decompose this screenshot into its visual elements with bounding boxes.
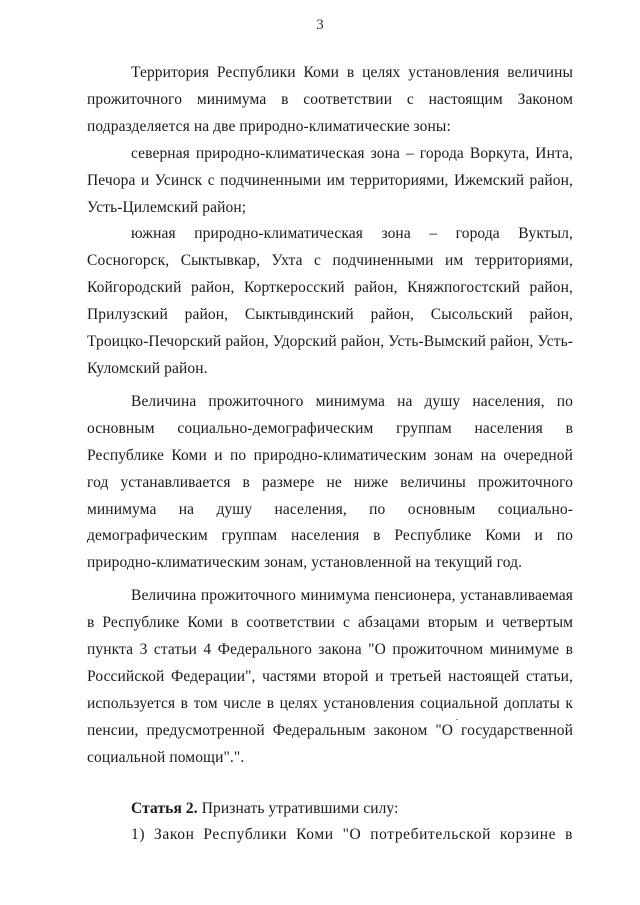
paragraph-northern-zone: северная природно-климатическая зона – города Воркута, Инта, Печора и Усинск с подчиненными им территориями, Ижемский район, Усть-Цилемский район; <box>87 144 573 216</box>
page-number: 3 <box>316 17 324 33</box>
article-2-text: Признать утратившими силу: <box>197 799 399 817</box>
article-2-heading <box>87 796 573 823</box>
repealed-law-item-1: 1) Закон Республики Коми "О потребительской корзине в <box>131 826 573 844</box>
paragraph-southern-zone: южная природно-климатическая зона – города Вуктыл, Сосногорск, Сыктывкар, Ухта с подчиненными им территориями, Койгородский район, Корткеросский район, Княжпогостский район, Прилузский район, Сыктывдинский район, Сысольский район, Троицко-Печорский район, Удорский район, Усть-Вымский район, Усть-Куломский район. <box>87 225 573 377</box>
article-2-label: Статья 2. <box>131 799 198 817</box>
paragraph-subsistence-minimum: Величина прожиточного минимума на душу населения, по основным социально-демографическим группам населения в Республике Коми и по природно-климатическим зонам на очередной год устанавливается в размере не ниже величины прожиточного минимума на душу населения, по основным социально-демографическим группам населения в Республике Коми и по природно-климатическим зонам, установленной на текущий год. <box>87 392 573 572</box>
paragraph-pensioner-minimum: Величина прожиточного минимума пенсионера, устанавливаемая в Республике Коми в соответствии с абзацами вторым и четвертым пункта 3 статьи 4 Федерального закона "О прожиточном минимуме в Российской Федерации", частями второй и третьей настоящей статьи, используется в том числе в целях установления социальной доплаты к пенсии, предусмотренной Федеральным законом "О государственной социальной помощи".". <box>87 587 573 766</box>
scan-artifact <box>456 719 458 720</box>
document-body <box>87 60 573 849</box>
paragraph-climate-zones-intro: Территория Республики Коми в целях установления величины прожиточного минимума в соответствии с настоящим Законом подразделяется на две природно-климатические зоны: <box>87 64 573 135</box>
